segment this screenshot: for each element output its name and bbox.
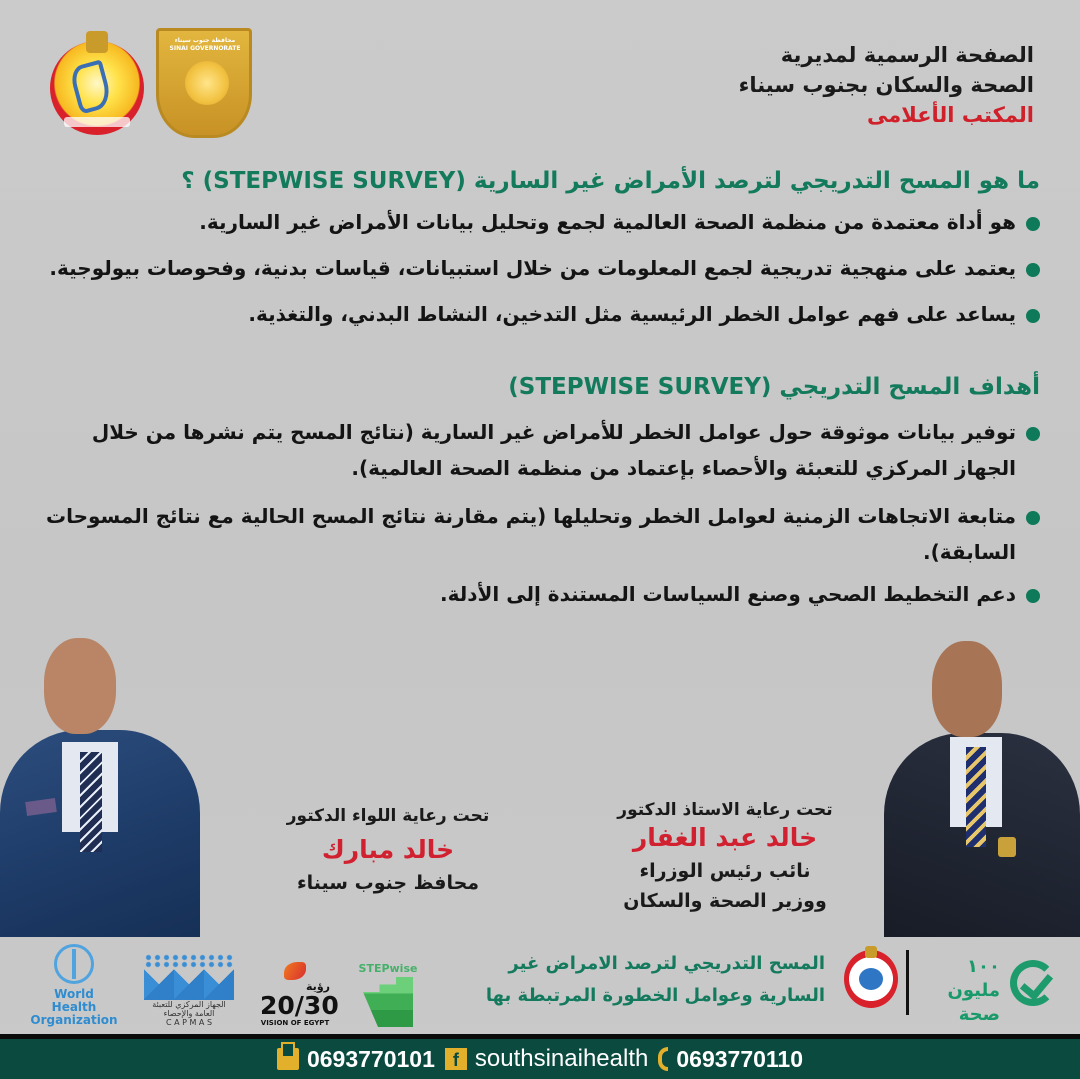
tie (80, 752, 102, 852)
sun-icon (185, 61, 229, 105)
ministry-of-health-logo-icon (844, 950, 898, 1008)
bullet-text: يساعد على فهم عوامل الخطر الرئيسية مثل التدخين، النشاط البدني، والتغذية. (248, 302, 1016, 326)
fax-icon (277, 1048, 299, 1070)
minister-photo (884, 637, 1080, 937)
sponsor-governor (268, 806, 508, 898)
vision-2030-logo (260, 962, 339, 1027)
sponsor-title: تحت رعاية اللواء الدكتور (286, 806, 490, 826)
bullet-dot-icon (1026, 263, 1040, 277)
footer-contact-bar (0, 1039, 1080, 1079)
bullet-dot-icon (1026, 309, 1040, 323)
who-text: World Health (51, 987, 97, 1014)
phone-contact[interactable] (658, 1046, 803, 1073)
top-logos (50, 28, 252, 138)
governorate-logo-title: محافظة جنوب سيناء SINAI GOVERNORATE (169, 37, 241, 52)
sponsor-name: خالد عبد الغفار (632, 823, 818, 852)
eagle-emblem-icon (86, 31, 108, 53)
governor-photo (0, 632, 200, 937)
bullet-text: توفير بيانات موثوقة حول عوامل الخطر للأمراض غير السارية (نتائج المسح يتم نشرها من خلال الجهاز المركزي للتعبئة والأحصاء بإعتماد من منظمة الصحة العالمية). (91, 420, 1016, 480)
bullet-text: يعتمد على منهجية تدريجية لجمع المعلومات من خلال استبيانات، قياسات بدنية، وفحوصات بيولوجية. (49, 256, 1016, 280)
list-item (30, 204, 1040, 240)
facebook-contact[interactable] (445, 1045, 648, 1073)
sinai-map-icon (68, 59, 113, 114)
partner-logos (30, 944, 420, 1027)
header-line-2: الصحة والسكان بجنوب سيناء (738, 73, 1034, 97)
fax-number: 0693770101 (306, 1045, 435, 1072)
vision-sub: VISION OF EGYPT (260, 1019, 330, 1027)
south-sinai-governorate-logo-icon (156, 28, 252, 138)
sponsor-title: تحت رعاية الاستاذ الدكتور (617, 800, 833, 820)
pyramids-icon (144, 968, 234, 1000)
stepwise-label: STEPwise (358, 962, 418, 975)
sponsor-role: ووزير الصحة والسكان (623, 890, 827, 912)
face (44, 638, 116, 734)
bullet-dot-icon (1026, 511, 1040, 525)
100-million-health-logo (920, 955, 1000, 1027)
facebook-handle: southsinaihealth (474, 1045, 649, 1072)
list-item (30, 498, 1040, 570)
bullet-text: دعم التخطيط الصحي وصنع السياسات المستندة إلى الأدلة. (440, 582, 1016, 606)
campaign-line: السارية وعوامل الخطورة المرتبطة بها (485, 985, 825, 1006)
header-text (634, 40, 1034, 130)
list-item (30, 250, 1040, 286)
million-line: ١٠٠ مليون (947, 956, 1000, 1001)
bullet-dot-icon (1026, 589, 1040, 603)
flame-icon (284, 962, 306, 980)
section-what-is (30, 166, 1040, 332)
who-logo (30, 944, 118, 1027)
million-line: صحة (958, 1004, 1000, 1025)
sponsor-minister (600, 800, 850, 916)
section-title-what-is: ما هو المسح التدريجي لترصد الأمراض غير السارية (STEPWISE SURVEY) ؟ (181, 168, 1040, 194)
sponsor-role: نائب رئيس الوزراء (639, 860, 811, 882)
campaign-title (486, 948, 825, 1012)
bullet-text: متابعة الاتجاهات الزمنية لعوامل الخطر وتحليلها (يتم مقارنة نتائج المسح الحالية مع نتائج المسوحات السابقة). (45, 504, 1016, 564)
capmas-en: C A P M A S (165, 1018, 213, 1027)
stepwise-logo (356, 962, 420, 1027)
phone-number: 0693770110 (676, 1045, 804, 1072)
sponsor-role: محافظ جنوب سيناء (296, 872, 480, 894)
badge-icon (998, 837, 1016, 857)
family-icon (859, 968, 883, 990)
header-line-1: الصفحة الرسمية لمديرية (780, 43, 1034, 67)
who-text: Organization (30, 1013, 118, 1027)
eagle-emblem-icon (865, 946, 877, 958)
who-emblem-icon (54, 944, 94, 984)
capmas-logo (144, 954, 234, 1027)
campaign-line: المسح التدريجي لترصد الامراض غير (508, 953, 825, 974)
list-item (30, 414, 1040, 486)
check-icon (1010, 960, 1056, 1006)
bullet-text: هو أداة معتمدة من منظمة الصحة العالمية لجمع وتحليل بيانات الأمراض غير السارية. (199, 210, 1016, 234)
tie (966, 747, 986, 847)
sponsor-name: خالد مبارك (321, 835, 455, 864)
phone-icon (658, 1047, 668, 1071)
list-item (30, 576, 1040, 612)
divider (906, 950, 909, 1015)
header-media-office: المكتب الأعلامى (867, 103, 1034, 127)
stairs-icon (363, 977, 413, 1027)
bullet-dot-icon (1026, 427, 1040, 441)
capmas-dots-icon (144, 954, 234, 968)
section-goals (30, 372, 1040, 612)
vision-label: رؤية (306, 980, 330, 993)
fax-contact[interactable] (277, 1046, 435, 1073)
face (932, 641, 1002, 737)
vision-number: 20/30 (260, 991, 339, 1020)
logo-caption (64, 117, 130, 127)
bullet-dot-icon (1026, 217, 1040, 231)
list-item (30, 296, 1040, 332)
capmas-text: الجهاز المركزي للتعبئة العامة والإحصاء (152, 1000, 226, 1018)
facebook-icon: f (445, 1048, 467, 1070)
health-directorate-logo-icon (50, 41, 144, 135)
section-title-goals: أهداف المسح التدريجي (STEPWISE SURVEY) (508, 374, 1040, 400)
